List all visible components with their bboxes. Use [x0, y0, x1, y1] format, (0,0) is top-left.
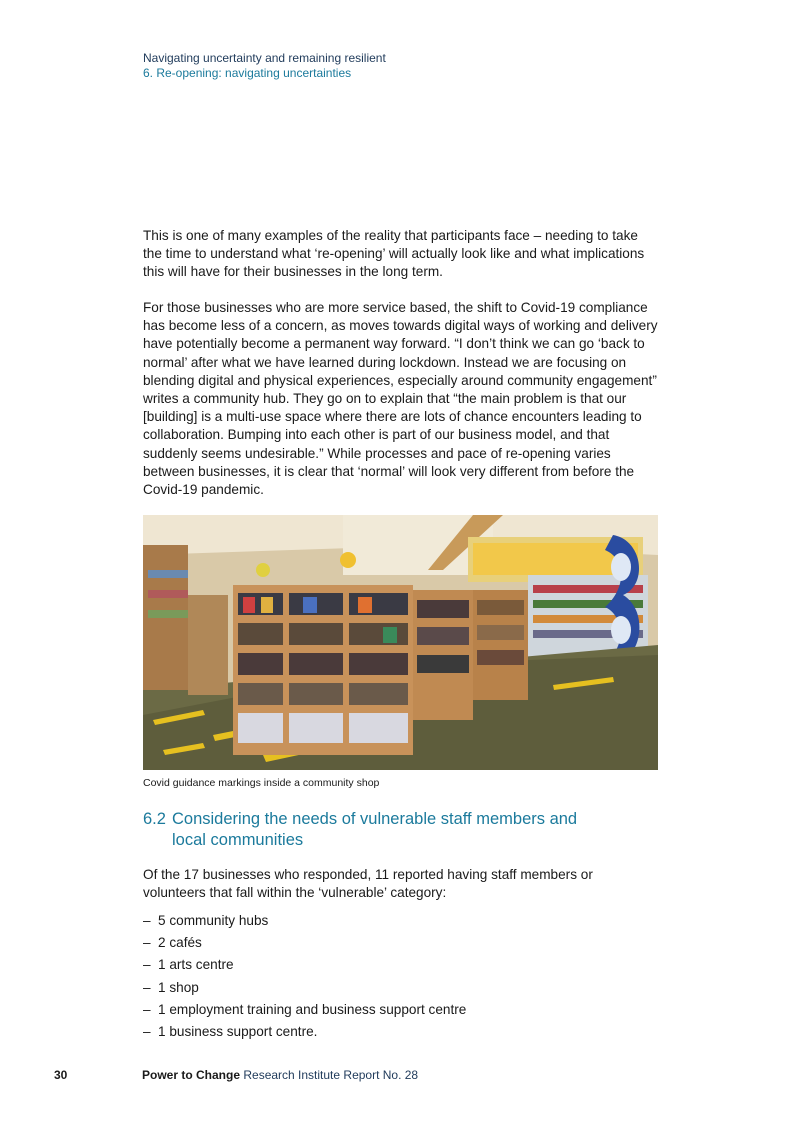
report-title [142, 1068, 418, 1082]
list-item-text: 1 arts centre [158, 957, 234, 973]
list-dash: – [143, 1001, 151, 1017]
list-item-text: 1 employment training and business support centre [158, 1001, 467, 1017]
body-paragraph-2: For those businesses who are more service based, the shift to Covid-19 compliance has become less of a concern, as moves towards digital ways of working and delivery have potentially become a permanent way forward. “I don’t think we can go ‘back to normal’ after what we have learned during lockdown. Instead we are focusing on blending digital and physical experiences, especially around community engagement” writes a community hub. They go on to explain that “the main problem is that our [building] is a multi-use space where there are lots of chance encounters leading to collaboration. Bumping into each other is part of our business model, and that suddenly seems undesirable.” While processes and pace of re-opening varies between businesses, it is clear that ‘normal’ will look very different from before the Covid-19 pandemic. [143, 300, 658, 498]
list-item [143, 1021, 466, 1043]
running-head-chapter: 6. Re-opening: navigating uncertainties [143, 66, 352, 80]
list-dash: – [143, 979, 151, 995]
list-item-text: 1 shop [158, 979, 199, 995]
figure-caption: Covid guidance markings inside a community shop [143, 777, 380, 789]
list-item [143, 932, 466, 954]
body-paragraph-3: Of the 17 businesses who responded, 11 reported having staff members or volunteers that fall within the ‘vulnerable’ category: [143, 867, 593, 901]
body-paragraph-1: This is one of many examples of the reality that participants face – needing to take the time to understand what ‘re-opening’ will actually look like and what implications this will have for their businesses in the long term. [143, 228, 645, 280]
list-item [143, 910, 466, 932]
brand-name: Power to Change [142, 1068, 241, 1082]
list-dash: – [143, 1024, 151, 1040]
list-item [143, 954, 466, 976]
section-title-line2: local communities [172, 830, 304, 849]
list-item-text: 5 community hubs [158, 913, 269, 928]
list-item [143, 999, 466, 1021]
section-title-line1: Considering the needs of vulnerable staff members and [172, 810, 578, 828]
list-item-text: 1 business support centre. [158, 1024, 318, 1040]
vulnerable-staff-list [143, 910, 466, 1043]
running-head-title: Navigating uncertainty and remaining resilient [143, 51, 386, 65]
list-dash: – [143, 935, 151, 951]
section-number: 6.2 [143, 810, 166, 828]
list-item-text: 2 cafés [158, 935, 202, 951]
page-number: 30 [54, 1068, 68, 1082]
running-header [143, 51, 386, 81]
community-shop-photo [143, 515, 658, 770]
section-heading [143, 809, 643, 850]
list-item [143, 977, 466, 999]
list-dash: – [143, 957, 151, 973]
report-name: Research Institute Report No. 28 [240, 1068, 419, 1082]
list-dash: – [143, 913, 151, 928]
